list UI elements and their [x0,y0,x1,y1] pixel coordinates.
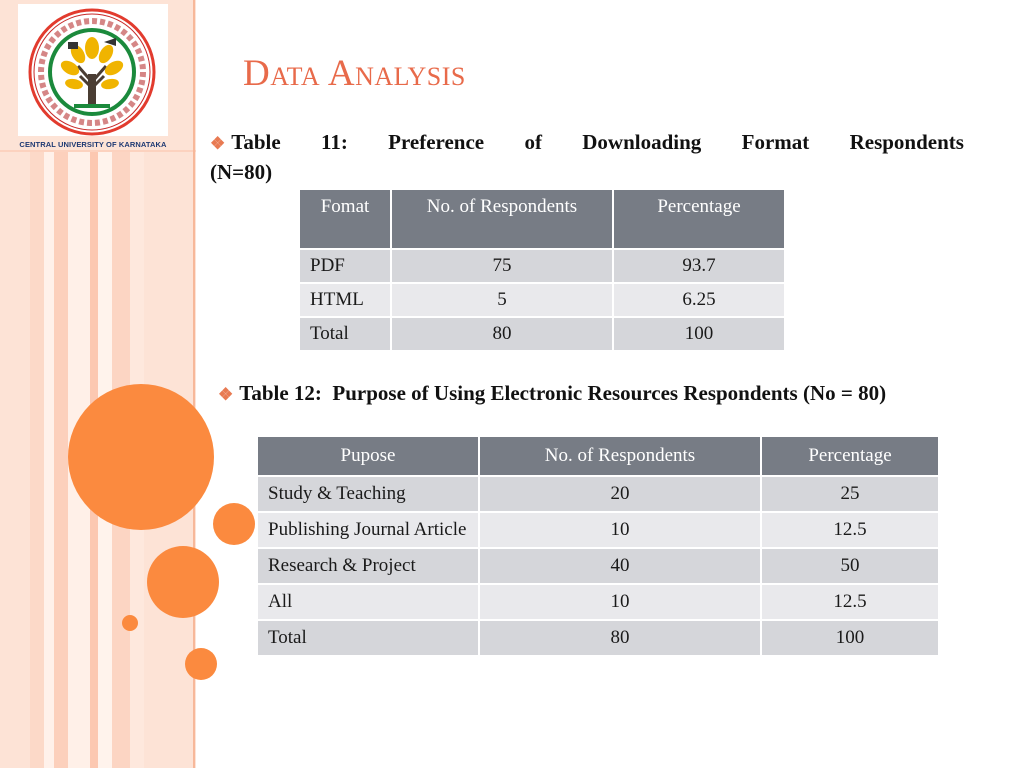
column-header: Fomat [299,189,391,249]
table-cell: PDF [299,249,391,283]
decorative-circle-medium-2 [147,546,219,618]
table-row [257,584,939,620]
table-cell: Total [257,620,479,656]
table-cell: 80 [391,317,613,351]
table-cell: 10 [479,584,761,620]
table2-caption [218,381,886,406]
table-row [257,476,939,512]
decorative-circle-small [122,615,138,631]
table-cell: 10 [479,512,761,548]
logo-caption: CENTRAL UNIVERSITY OF KARNATAKA [19,140,167,149]
column-header: Percentage [761,436,939,476]
table-cell: HTML [299,283,391,317]
decorative-circle-medium [213,503,255,545]
column-header: Pupose [257,436,479,476]
column-header: No. of Respondents [391,189,613,249]
column-header: No. of Respondents [479,436,761,476]
caption-line-2: (N=80) [210,160,273,184]
caption-word: Downloading [582,130,702,154]
slide-title: Data Analysis [243,53,466,94]
diamond-bullet-icon: ❖ [210,134,226,153]
diamond-bullet-icon: ❖ [218,385,234,404]
table-row [257,512,939,548]
table-row [299,317,785,351]
caption-word: Respondents [849,130,964,154]
table-cell: 12.5 [761,584,939,620]
table-cell: 100 [761,620,939,656]
caption-word: Table [231,130,281,154]
table-cell: 25 [761,476,939,512]
table-cell: 6.25 [613,283,785,317]
table-cell: All [257,584,479,620]
table-cell: 75 [391,249,613,283]
table-cell: 80 [479,620,761,656]
caption-text: Table 12: Purpose of Using Electronic Resources Respondents (No = 80) [239,381,887,405]
table-cell: Study & Teaching [257,476,479,512]
caption-word: Preference [388,130,485,154]
caption-word: of [524,130,542,154]
university-logo [18,4,168,136]
purpose-table [256,435,940,657]
table-cell: 5 [391,283,613,317]
table-cell: 100 [613,317,785,351]
decorative-circle-small-2 [185,648,217,680]
table-row [299,283,785,317]
table-cell: 50 [761,548,939,584]
table-cell: 93.7 [613,249,785,283]
table-header-row [299,189,785,249]
table1-caption [210,128,964,187]
table-cell: Research & Project [257,548,479,584]
table-row [299,249,785,283]
table-cell: 40 [479,548,761,584]
table-cell: 12.5 [761,512,939,548]
table-row [257,548,939,584]
table-cell: 20 [479,476,761,512]
decorative-circle-large [68,384,214,530]
table-cell: Publishing Journal Article [257,512,479,548]
table-row [257,620,939,656]
column-header: Percentage [613,189,785,249]
caption-word: 11: [320,130,348,154]
format-preference-table [298,188,786,352]
table-header-row [257,436,939,476]
caption-word: Format [741,130,810,154]
table-cell: Total [299,317,391,351]
